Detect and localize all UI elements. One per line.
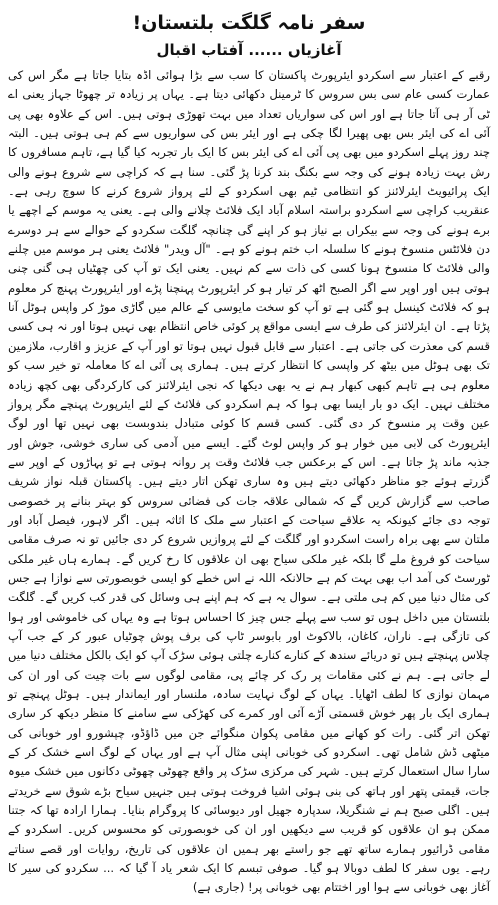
article-paragraph: رقبے کے اعتبار سے اسکردو ایئرپورٹ پاکستان کا سب سے بڑا ہوائی اڈہ بتایا جاتا ہے مگر اس کی عمارت کسی عام سی بس سروس کا ٹرمینل دکھائی دیتا ہے۔ یہاں پر زیادہ تر چھوٹا جہاز یعنی اے ٹی آر ہی آتا جاتا ہے اور اس کی سواریاں تعداد میں بہت تھوڑی ہوتی ہیں۔ اس کے علاوہ بھی پی آئی اے کی ایئر بس بھی پھیرا لگا چکی ہے اور ایئر بس کی سواریوں سے کم ہی ہوتی ہیں۔ البتہ چند روز پہلے اسکردو میں بھی پی آئی اے کی ایئر بس کا ایک بار تجربہ کیا گیا ہے، تاہم مسافروں کا رش بہت زیادہ ہونے کی وجہ سے بکنگ بند کرنا پڑ گئی۔ سنا ہے کہ کراچی سے شروع ہونے والی ایک پرائیویٹ ایئرلائنز کو انتظامی ٹیم بھی اسکردو کے لئے پرواز شروع کرنے کا سوچ رہی ہے۔ عنقریب کراچی سے اسکردو براستہ اسلام آباد ایک فلائٹ چلانے والی ہے۔ یعنی یہ موسم کے اچھے یا برے ہونے کی وجہ سے بیکراں بے نیاز ہو کر اپنے گی چنانچہ گلگت سکردو کے حوالے سے ہر دوسرے دن فلائٹس منسوخ ہونے کا سلسلہ اب ختم ہونے کو ہے۔	[8, 68, 491, 257]
article-paragraph: ہوٹل پہنچے تو ہماری ایک بار پھر خوش قسمتی آڑے آئی اور کمرے کی کھڑکی سے سامنے کا منظر دیکھ کر ساری تھکن اتر گئی۔ رات کو کھانے میں مقامی پکوان منگوائے جن میں ڈاؤڈو، چپشورو اور خوبانی کی میٹھی ڈش شامل تھی۔ اسکردو کی خوبانی اپنی مثال آپ ہے اور یہاں کے لوگ اسے خشک کر کے سارا سال استعمال کرتے ہیں۔ شہر کی مرکزی سڑک پر واقع چھوٹی چھوٹی دکانوں میں خشک میوہ جات، قیمتی پتھر اور ہاتھ کی بنی ہوئی اشیا فروخت ہوتی ہیں جنہیں سیاح بڑے شوق سے خریدتے ہیں۔	[8, 687, 491, 818]
article-paragraph: ہماری پی آئی اے کا معاملہ تو خیر سب کو معلوم ہی ہے تاہم کبھی کبھار ہم نے یہ بھی دیکھا کہ نجی ایئرلائنز کی کارکردگی بھی کچھ زیادہ مختلف نہیں۔ ایک دو بار ایسا بھی ہوا کہ ہم اسکردو کی فلائٹ کے لئے ایئرپورٹ پہنچے مگر پرواز عین وقت پر منسوخ کر دی گئی۔ کسی قسم کا کوئی متبادل بندوبست بھی نہیں تھا اور لوگ ایئرپورٹ کی لابی میں خوار ہو کر واپس لوٹ گئے۔ ایسے میں آدمی کی ساری خوشی، جوش اور جذبہ ماند پڑ جاتا ہے۔ اس کے برعکس جب فلائٹ وقت پر روانہ ہوتی ہے تو پہاڑوں کے اوپر سے گزرتے ہوئے جو مناظر دکھائی دیتے ہیں وہ ساری تھکن اتار دیتے ہیں۔	[8, 358, 490, 489]
article-paragraph: پاکستان قبلہ نواز شریف صاحب سے گزارش کریں گے کہ شمالی علاقہ جات کی فضائی سروس کو بہتر بنانے پر خصوصی توجہ دی جائے کیونکہ یہ علاقے سیاحت کے اعتبار سے ملک کا اثاثہ ہیں۔ اگر لاہور، فیصل آباد اور ملتان سے بھی براہ راست اسکردو اور گلگت کے لئے پروازیں شروع کر دی جائیں تو نہ صرف مقامی سیاحت کو فروغ ملے گا بلکہ غیر ملکی سیاح بھی ان علاقوں کا رخ کریں گے۔ ہمارے ہاں غیر ملکی ٹورسٹ کی آمد اب بھی بہت کم ہے حالانکہ اللہ نے اس خطے کو ایسی خوبصورتی سے نوازا ہے جس کی مثال دنیا میں کم ہی ملتی ہے۔ سوال یہ ہے کہ ہم اپنے ہی وسائل کی قدر کب کریں گے۔	[8, 474, 490, 605]
article-paragraph: "آل ویدر" فلائٹ یعنی ہر موسم میں چلنے والی فلائٹ کا منسوخ ہونا کسی کی ذات سے کم نہیں۔ یعنی ایک تو آپ کی چھٹیاں ہی گنی چنی ہوتی ہیں اور اوپر سے اگر الصبح اٹھ کر تیار ہو کر ایئرپورٹ پہنچنا پڑے اور ایئرپورٹ پہنچ کر معلوم ہو کہ فلائٹ کینسل ہو گئی ہے تو آپ کو سخت مایوسی کے عالم میں گاڑی موڑ کر واپس ہوٹل آنا پڑتا ہے۔ ان ایئرلائنز کی طرف سے ایسی مواقع پر کوئی خاص انتظام بھی نہیں ہوتا اور نہ ہی کسی قسم کی معذرت کی جاتی ہے۔ اعتبار سے قابل قبول نہیں ہوتا تو اور آپ کے عزیز و اقارب، ملازمین تک بھی ہوٹل میں بیٹھ کر واپسی کا انتظار کرتے ہیں۔	[8, 242, 490, 373]
article-author: آغازیاں ...... آفتاب اقبال	[156, 41, 342, 59]
article-paragraph: اگلی صبح ہم نے شنگریلا، سدپارہ جھیل اور دیوسائی کا پروگرام بنایا۔ ہمارا ارادہ تھا کہ جتنا ممکن ہو ان علاقوں کو قریب سے دیکھیں اور ان کی خوبصورتی کو محسوس کریں۔ اسکردو کے مقامی ڈرائیور ہمارے ساتھ تھے جو راستے بھر ہمیں ان علاقوں کی تاریخ، روایات اور قصے سناتے رہے۔ یوں سفر کا لطف دوبالا ہو گیا۔ صوفی تبسم کا ایک شعر یاد آ گیا کہ ... سکردو کی سیر کا آغاز بھی خوبانی سے ہوا اور اختتام بھی خوبانی پر! (جاری ہے)	[8, 803, 490, 895]
article-title: سفر نامہ گلگت بلتستان!	[132, 12, 366, 34]
article-body	[8, 66, 490, 898]
article-paragraph: گلگت بلتستان میں داخل ہوں تو سب سے پہلے جس چیز کا احساس ہوتا ہے وہ یہاں کی خاموشی اور ہوا کی تازگی ہے۔ ناران، کاغان، بالاکوٹ اور بابوسر ٹاپ کی برف پوش چوٹیاں عبور کر کے جب آپ چلاس پہنچتے ہیں تو دریائے سندھ کے کنارے کنارے چلتی ہوئی سڑک آپ کو ایک بالکل مختلف دنیا میں لے جاتی ہے۔ ہم نے کئی مقامات پر رک کر چائے پی، مقامی لوگوں سے بات چیت کی اور ان کی مہمان نوازی کا لطف اٹھایا۔ یہاں کے لوگ نہایت سادہ، ملنسار اور ایماندار ہیں۔	[8, 590, 490, 701]
